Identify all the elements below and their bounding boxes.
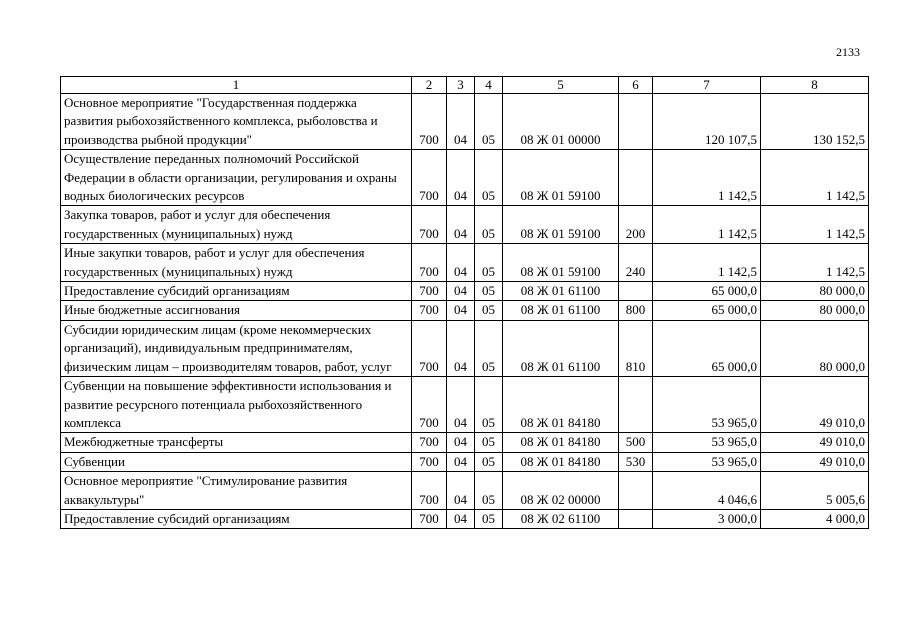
column-header: 3 [447, 77, 475, 94]
section-code: 04 [447, 377, 475, 433]
section-code: 04 [447, 244, 475, 282]
target-article-code: 08 Ж 01 00000 [503, 94, 619, 150]
amount-col-8: 130 152,5 [761, 94, 869, 150]
table-row [61, 452, 869, 471]
section-code: 04 [447, 206, 475, 244]
grbs-code: 700 [412, 452, 447, 471]
column-header: 8 [761, 77, 869, 94]
table-row [61, 433, 869, 452]
row-name: Субсидии юридическим лицам (кроме некоммерческих организаций), индивидуальным предпринимателям, физическим лицам – производителям товаров, работ, услуг [61, 320, 412, 376]
section-code: 04 [447, 452, 475, 471]
column-header: 2 [412, 77, 447, 94]
amount-col-7: 120 107,5 [653, 94, 761, 150]
table-row [61, 509, 869, 528]
target-article-code: 08 Ж 01 84180 [503, 377, 619, 433]
table-row [61, 244, 869, 282]
expense-type-code [619, 150, 653, 206]
row-name: Предоставление субсидий организациям [61, 509, 412, 528]
target-article-code: 08 Ж 01 59100 [503, 206, 619, 244]
amount-col-7: 65 000,0 [653, 301, 761, 320]
section-code: 04 [447, 282, 475, 301]
target-article-code: 08 Ж 01 84180 [503, 452, 619, 471]
amount-col-7: 53 965,0 [653, 377, 761, 433]
amount-col-7: 65 000,0 [653, 320, 761, 376]
row-name: Иные бюджетные ассигнования [61, 301, 412, 320]
grbs-code: 700 [412, 301, 447, 320]
target-article-code: 08 Ж 01 59100 [503, 150, 619, 206]
expense-type-code: 800 [619, 301, 653, 320]
table-row [61, 301, 869, 320]
table-row [61, 320, 869, 376]
grbs-code: 700 [412, 94, 447, 150]
budget-table [60, 76, 869, 529]
grbs-code: 700 [412, 320, 447, 376]
row-name: Закупка товаров, работ и услуг для обеспечения государственных (муниципальных) нужд [61, 206, 412, 244]
amount-col-7: 53 965,0 [653, 433, 761, 452]
row-name: Субвенции [61, 452, 412, 471]
section-code: 04 [447, 509, 475, 528]
expense-type-code [619, 377, 653, 433]
amount-col-7: 3 000,0 [653, 509, 761, 528]
subsection-code: 05 [475, 452, 503, 471]
row-name: Основное мероприятие "Государственная поддержка развития рыбохозяйственного комплекса, рыболовства и производства рыбной продукции" [61, 94, 412, 150]
grbs-code: 700 [412, 377, 447, 433]
target-article-code: 08 Ж 02 00000 [503, 472, 619, 510]
section-code: 04 [447, 150, 475, 206]
grbs-code: 700 [412, 472, 447, 510]
amount-col-7: 65 000,0 [653, 282, 761, 301]
grbs-code: 700 [412, 206, 447, 244]
subsection-code: 05 [475, 244, 503, 282]
subsection-code: 05 [475, 433, 503, 452]
expense-type-code: 810 [619, 320, 653, 376]
table-row [61, 206, 869, 244]
target-article-code: 08 Ж 01 59100 [503, 244, 619, 282]
expense-type-code [619, 472, 653, 510]
row-name: Осуществление переданных полномочий Российской Федерации в области организации, регулирования и охраны водных биологических ресурсов [61, 150, 412, 206]
amount-col-7: 1 142,5 [653, 150, 761, 206]
expense-type-code [619, 94, 653, 150]
amount-col-8: 49 010,0 [761, 377, 869, 433]
amount-col-8: 49 010,0 [761, 433, 869, 452]
amount-col-8: 4 000,0 [761, 509, 869, 528]
amount-col-8: 49 010,0 [761, 452, 869, 471]
subsection-code: 05 [475, 320, 503, 376]
section-code: 04 [447, 433, 475, 452]
amount-col-7: 1 142,5 [653, 206, 761, 244]
subsection-code: 05 [475, 150, 503, 206]
subsection-code: 05 [475, 509, 503, 528]
section-code: 04 [447, 94, 475, 150]
row-name: Основное мероприятие "Стимулирование развития аквакультуры" [61, 472, 412, 510]
subsection-code: 05 [475, 94, 503, 150]
amount-col-8: 1 142,5 [761, 244, 869, 282]
section-code: 04 [447, 472, 475, 510]
column-header: 1 [61, 77, 412, 94]
target-article-code: 08 Ж 01 61100 [503, 320, 619, 376]
amount-col-7: 53 965,0 [653, 452, 761, 471]
table-row [61, 94, 869, 150]
expense-type-code: 200 [619, 206, 653, 244]
section-code: 04 [447, 301, 475, 320]
page-number: 2133 [836, 45, 860, 59]
column-header: 7 [653, 77, 761, 94]
amount-col-7: 1 142,5 [653, 244, 761, 282]
grbs-code: 700 [412, 433, 447, 452]
amount-col-8: 80 000,0 [761, 282, 869, 301]
grbs-code: 700 [412, 282, 447, 301]
table-row [61, 150, 869, 206]
subsection-code: 05 [475, 282, 503, 301]
expense-type-code: 500 [619, 433, 653, 452]
amount-col-8: 5 005,6 [761, 472, 869, 510]
expense-type-code: 530 [619, 452, 653, 471]
column-header: 5 [503, 77, 619, 94]
grbs-code: 700 [412, 150, 447, 206]
row-name: Субвенции на повышение эффективности использования и развитие ресурсного потенциала рыбохозяйственного комплекса [61, 377, 412, 433]
section-code: 04 [447, 320, 475, 376]
grbs-code: 700 [412, 509, 447, 528]
amount-col-8: 1 142,5 [761, 150, 869, 206]
expense-type-code [619, 282, 653, 301]
expense-type-code [619, 509, 653, 528]
target-article-code: 08 Ж 02 61100 [503, 509, 619, 528]
amount-col-8: 80 000,0 [761, 301, 869, 320]
target-article-code: 08 Ж 01 61100 [503, 282, 619, 301]
subsection-code: 05 [475, 301, 503, 320]
column-header: 6 [619, 77, 653, 94]
subsection-code: 05 [475, 206, 503, 244]
row-name: Иные закупки товаров, работ и услуг для обеспечения государственных (муниципальных) нужд [61, 244, 412, 282]
header-row [61, 77, 869, 94]
target-article-code: 08 Ж 01 61100 [503, 301, 619, 320]
table-row [61, 282, 869, 301]
row-name: Межбюджетные трансферты [61, 433, 412, 452]
amount-col-8: 80 000,0 [761, 320, 869, 376]
expense-type-code: 240 [619, 244, 653, 282]
subsection-code: 05 [475, 377, 503, 433]
grbs-code: 700 [412, 244, 447, 282]
subsection-code: 05 [475, 472, 503, 510]
amount-col-7: 4 046,6 [653, 472, 761, 510]
table-row [61, 472, 869, 510]
target-article-code: 08 Ж 01 84180 [503, 433, 619, 452]
column-header: 4 [475, 77, 503, 94]
amount-col-8: 1 142,5 [761, 206, 869, 244]
row-name: Предоставление субсидий организациям [61, 282, 412, 301]
table-row [61, 377, 869, 433]
table-body [61, 94, 869, 529]
